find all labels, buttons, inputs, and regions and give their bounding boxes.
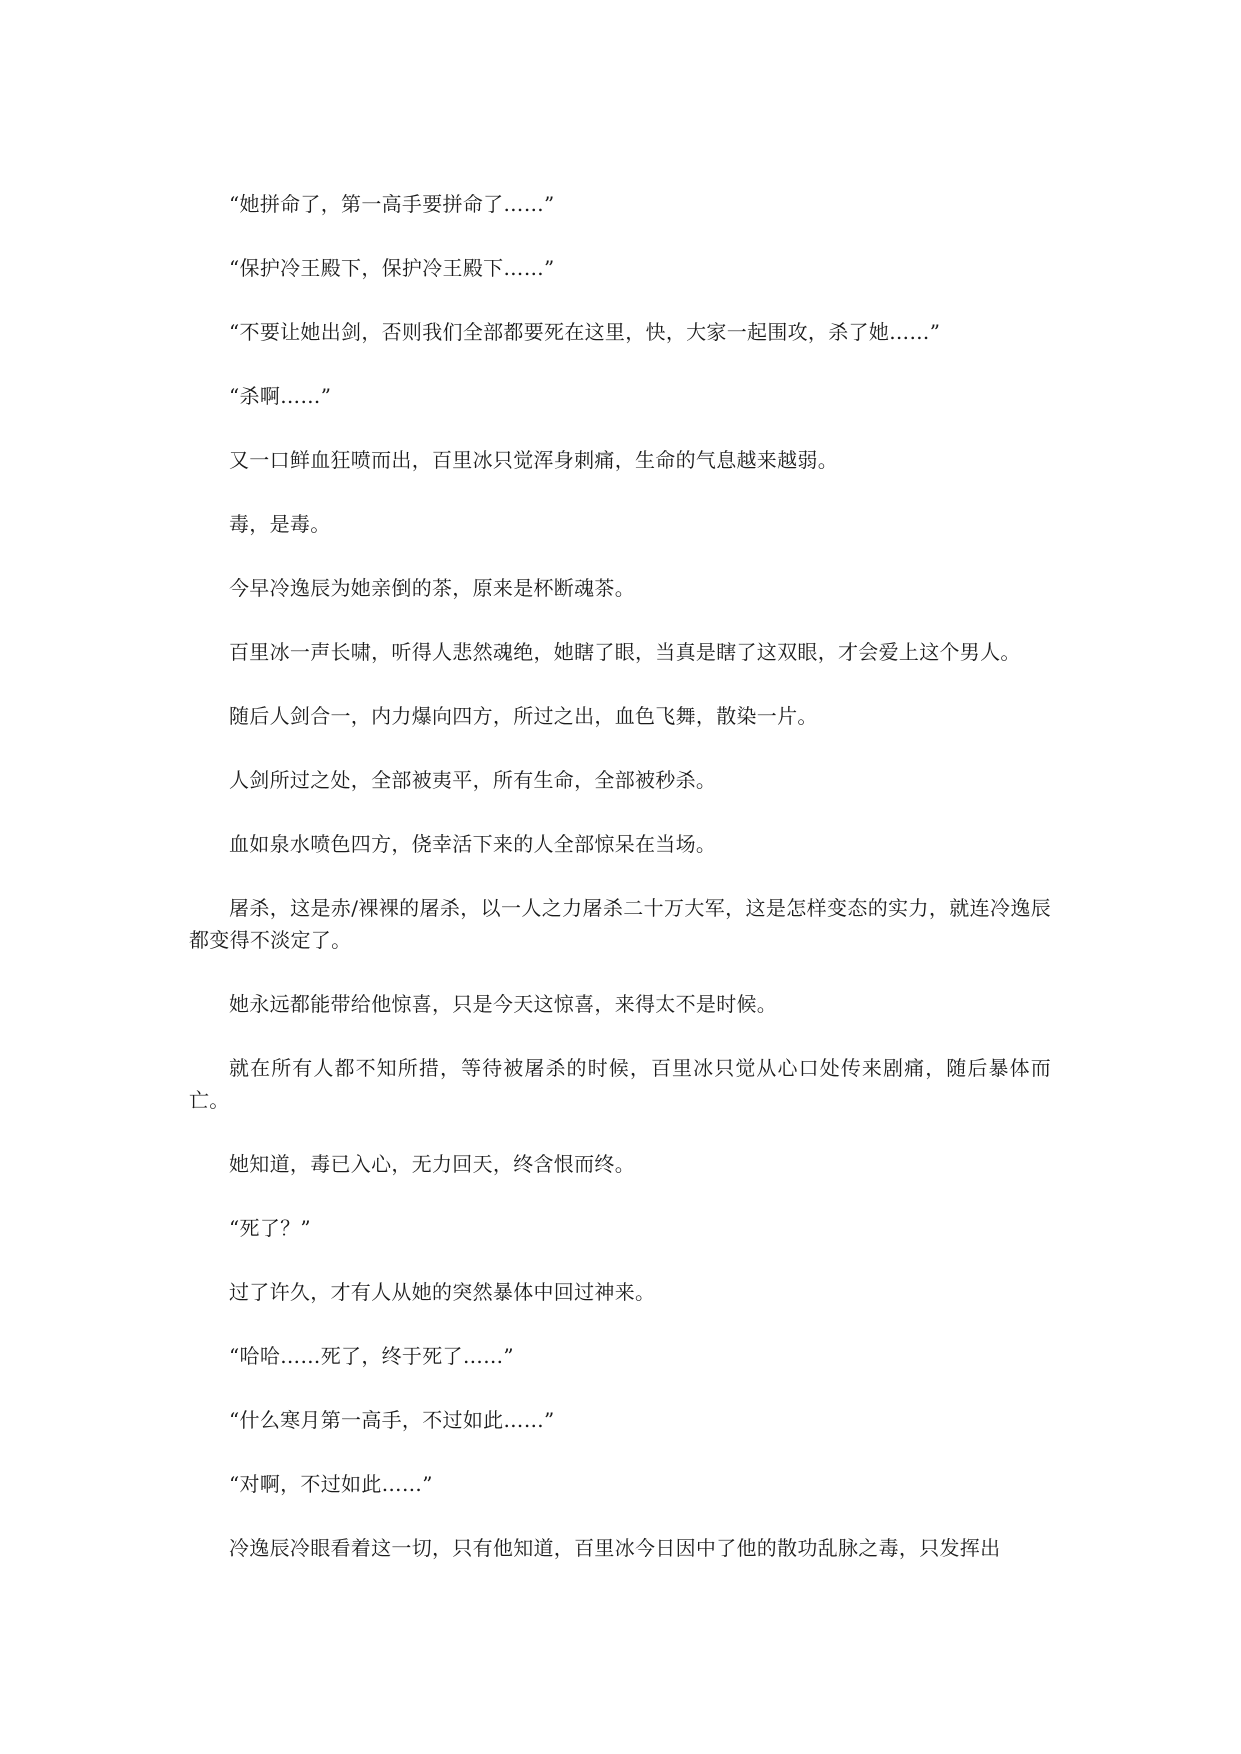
paragraph: 她知道，毒已入心，无力回天，终含恨而终。 — [229, 1152, 635, 1176]
paragraph: “她拼命了，第一高手要拼命了……” — [229, 192, 555, 216]
paragraph: 就在所有人都不知所措，等待被屠杀的时候，百里冰只觉从心口处传来剧痛，随后暴体而亡。 — [189, 1056, 1051, 1112]
paragraph: 今早冷逸辰为她亲倒的茶，原来是杯断魂茶。 — [229, 576, 635, 600]
paragraph: “保护冷王殿下，保护冷王殿下……” — [229, 256, 555, 280]
paragraph: 毒，是毒。 — [229, 512, 331, 536]
body-text — [189, 188, 1051, 1596]
paragraph: “对啊，不过如此……” — [229, 1472, 433, 1496]
paragraph: 屠杀，这是赤/裸裸的屠杀，以一人之力屠杀二十万大军，这是怎样变态的实力，就连冷逸辰都变得不淡定了。 — [189, 896, 1051, 952]
paragraph: “什么寒月第一高手，不过如此……” — [229, 1408, 555, 1432]
paragraph: 冷逸辰冷眼看着这一切，只有他知道，百里冰今日因中了他的散功乱脉之毒，只发挥出 — [229, 1536, 1001, 1560]
paragraph: 百里冰一声长啸，听得人悲然魂绝，她瞎了眼，当真是瞎了这双眼，才会爱上这个男人。 — [229, 640, 1021, 664]
paragraph: “死了？” — [229, 1216, 311, 1240]
paragraph: 人剑所过之处，全部被夷平，所有生命，全部被秒杀。 — [229, 768, 717, 792]
paragraph: 又一口鲜血狂喷而出，百里冰只觉浑身刺痛，生命的气息越来越弱。 — [229, 448, 838, 472]
paragraph: 过了许久，才有人从她的突然暴体中回过神来。 — [229, 1280, 656, 1304]
paragraph: “哈哈……死了，终于死了……” — [229, 1344, 514, 1368]
paragraph: “不要让她出剑，否则我们全部都要死在这里，快，大家一起围攻，杀了她……” — [229, 320, 941, 344]
paragraph: “杀啊……” — [229, 384, 332, 408]
paragraph: 随后人剑合一，内力爆向四方，所过之出，血色飞舞，散染一片。 — [229, 704, 818, 728]
paragraph: 血如泉水喷色四方，侥幸活下来的人全部惊呆在当场。 — [229, 832, 717, 856]
paragraph: 她永远都能带给他惊喜，只是今天这惊喜，来得太不是时候。 — [229, 992, 778, 1016]
